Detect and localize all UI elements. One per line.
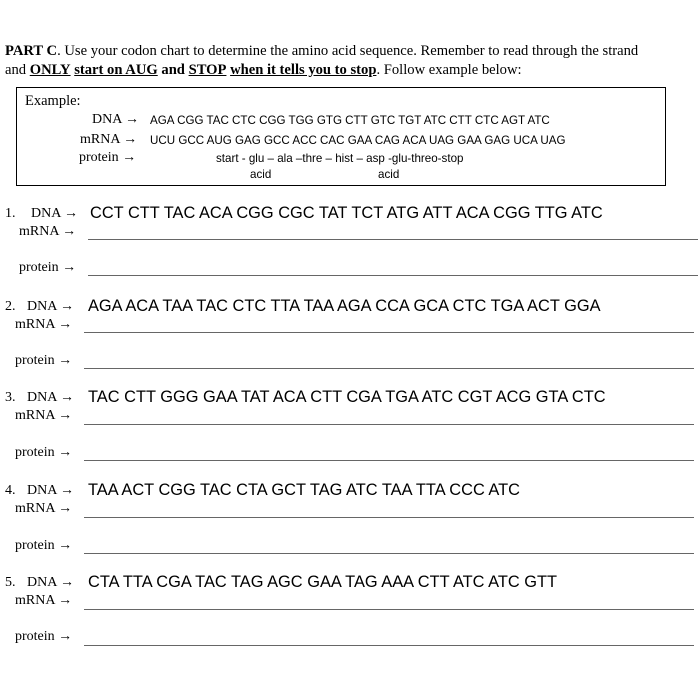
- dna-sequence: CTA TTA CGA TAC TAG AGC GAA TAG AAA CTT ATC ATC GTT: [88, 573, 558, 591]
- dna-label: DNA →: [27, 390, 75, 405]
- protein-label: protein →: [15, 538, 73, 553]
- instructions-follow: . Follow example below:: [376, 62, 522, 78]
- mrna-answer-line[interactable]: [84, 332, 694, 333]
- start-on-aug-emphasis: start on AUG: [74, 62, 158, 78]
- mrna-label: mRNA →: [15, 408, 73, 423]
- instructions-and: and: [5, 62, 30, 78]
- dna-label: DNA →: [27, 299, 75, 314]
- question-number: 1.: [5, 206, 16, 221]
- protein-answer-line[interactable]: [84, 460, 694, 461]
- instructions-line-1: [5, 42, 695, 61]
- example-protein-label: protein →: [79, 150, 137, 165]
- mrna-label: mRNA →: [15, 501, 73, 516]
- stop-emphasis: STOP: [188, 62, 227, 78]
- example-mrna-label: mRNA →: [80, 132, 138, 147]
- protein-label: protein →: [15, 445, 73, 460]
- dna-sequence: TAA ACT CGG TAC CTA GCT TAG ATC TAA TTA CCC ATC: [88, 481, 520, 499]
- question-number: 3.: [5, 390, 16, 405]
- protein-answer-line[interactable]: [84, 553, 694, 554]
- mrna-answer-line[interactable]: [84, 609, 694, 610]
- mrna-label: mRNA →: [19, 224, 77, 239]
- instructions-line-2: [5, 61, 695, 80]
- protein-answer-line[interactable]: [84, 645, 694, 646]
- and-emphasis: and: [161, 62, 185, 78]
- instructions-text-1: . Use your codon chart to determine the amino acid sequence. Remember to read through the strand: [57, 43, 639, 59]
- instructions: [5, 42, 695, 80]
- example-dna-sequence: AGA CGG TAC CTC CGG TGG GTG CTT GTC TGT ATC CTT CTC AGT ATC: [150, 114, 550, 127]
- mrna-answer-line[interactable]: [84, 517, 694, 518]
- part-label: PART C: [5, 43, 58, 59]
- mrna-answer-line[interactable]: [84, 424, 694, 425]
- dna-sequence: CCT CTT TAC ACA CGG CGC TAT TCT ATG ATT ACA CGG TTG ATC: [90, 204, 603, 222]
- question-number: 2.: [5, 299, 16, 314]
- protein-label: protein →: [15, 353, 73, 368]
- mrna-label: mRNA →: [15, 593, 73, 608]
- dna-label: DNA →: [31, 206, 79, 221]
- when-tells-emphasis: when it tells you to stop: [230, 62, 377, 78]
- protein-answer-line[interactable]: [88, 275, 698, 276]
- example-title: Example:: [25, 93, 81, 109]
- example-protein-sequence: start - glu – ala –thre – hist – asp -glu-threo-stop: [216, 152, 464, 165]
- example-mrna-sequence: UCU GCC AUG GAG GCC ACC CAC GAA CAG ACA UAG GAA GAG UCA UAG: [150, 134, 566, 147]
- question-number: 4.: [5, 483, 16, 498]
- only-emphasis: ONLY: [29, 62, 71, 78]
- example-acid-note-2: acid: [378, 168, 400, 181]
- dna-sequence: TAC CTT GGG GAA TAT ACA CTT CGA TGA ATC CGT ACG GTA CTC: [88, 388, 606, 406]
- protein-label: protein →: [19, 260, 77, 275]
- dna-sequence: AGA ACA TAA TAC CTC TTA TAA AGA CCA GCA CTC TGA ACT GGA: [88, 297, 601, 315]
- mrna-answer-line[interactable]: [88, 239, 698, 240]
- example-acid-note-1: acid: [250, 168, 272, 181]
- question-number: 5.: [5, 575, 16, 590]
- dna-label: DNA →: [27, 483, 75, 498]
- example-box: [16, 87, 666, 186]
- example-dna-label: DNA →: [92, 112, 140, 127]
- mrna-label: mRNA →: [15, 317, 73, 332]
- protein-label: protein →: [15, 629, 73, 644]
- dna-label: DNA →: [27, 575, 75, 590]
- protein-answer-line[interactable]: [84, 368, 694, 369]
